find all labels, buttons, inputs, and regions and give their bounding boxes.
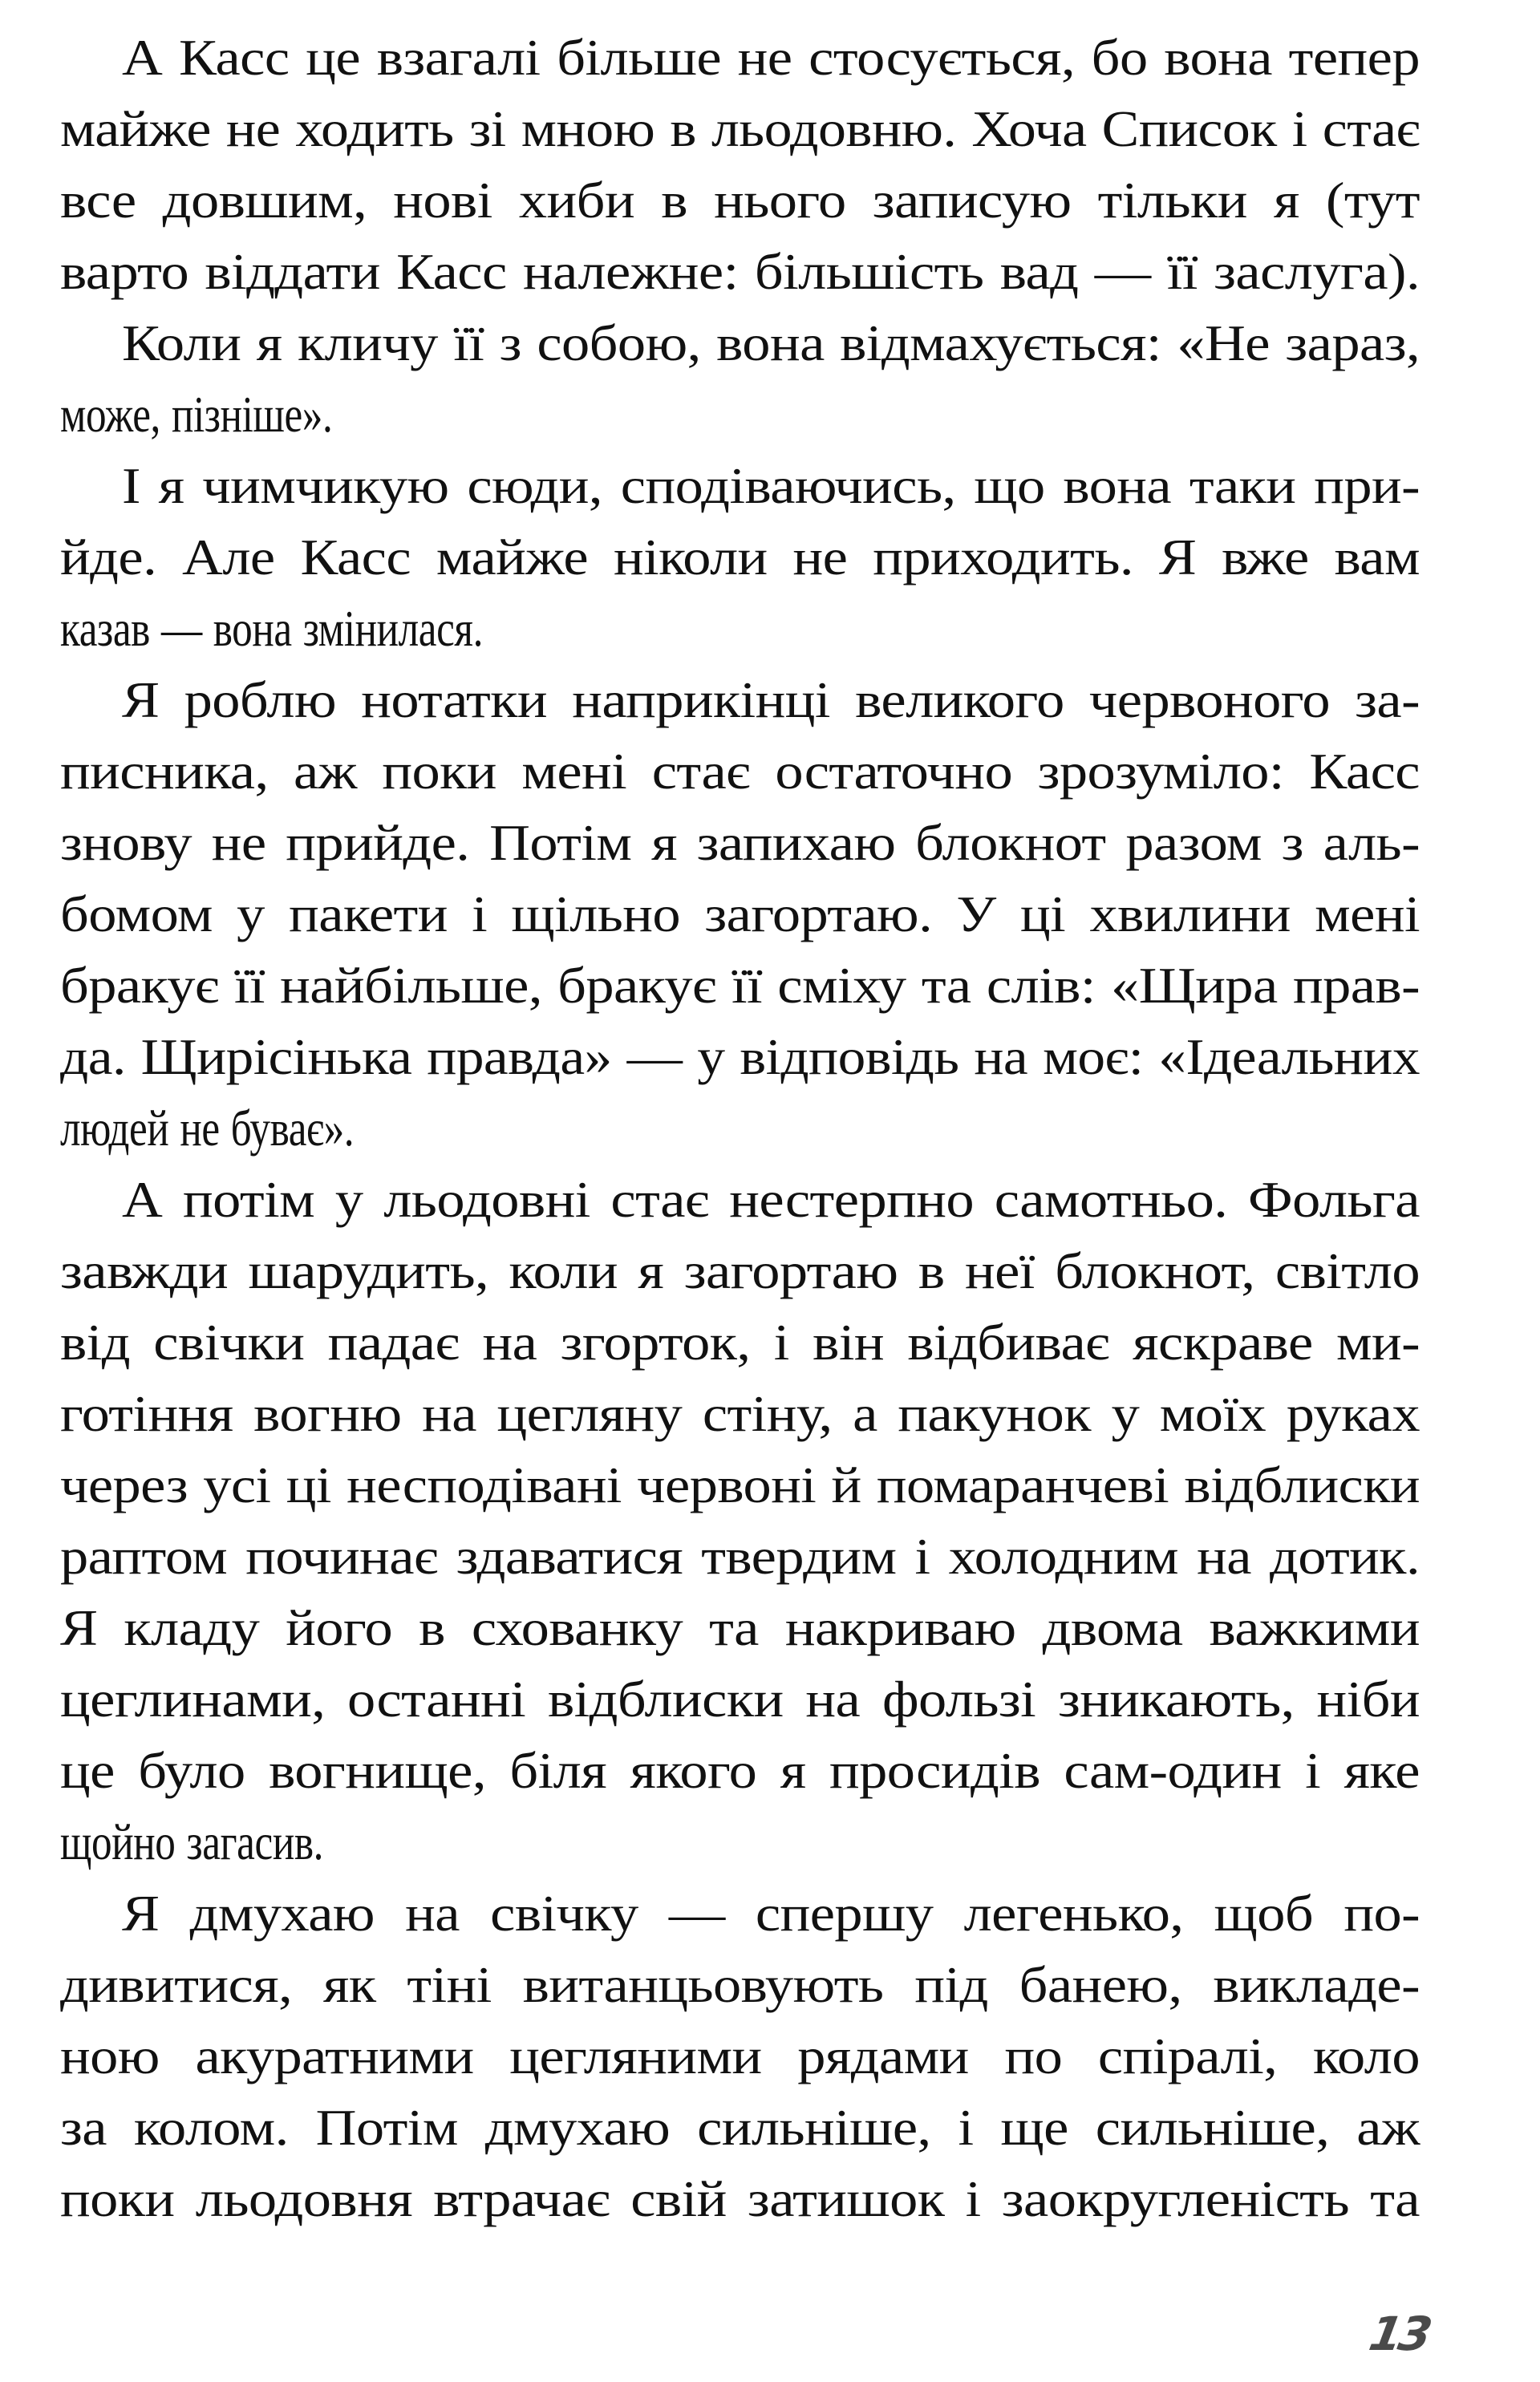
- text-line: [60, 2094, 1420, 2161]
- text-line: [60, 524, 1420, 591]
- text-line-content: І я чимчикую сюди, сподіваючись, що вона таки при-: [122, 457, 1420, 514]
- text-line: [60, 1809, 1420, 1876]
- text-line-content: Я кладу його в схованку та накриваю двома важкими: [60, 1599, 1420, 1656]
- text-line: [60, 1380, 1420, 1448]
- text-line: [60, 809, 1420, 877]
- text-line: [60, 1023, 1420, 1091]
- text-line: [122, 310, 1420, 377]
- text-line-content: людей не буває».: [60, 1100, 355, 1157]
- text-line: [60, 1666, 1420, 1733]
- text-line: [122, 1880, 1420, 1947]
- text-line-content: бомом у пакети і щільно загортаю. У ці хвилини мені: [60, 885, 1420, 942]
- text-line-content: через усі ці несподівані червоні й помаранчеві відблиски: [60, 1456, 1420, 1513]
- text-line-content: все довшим, нові хиби в нього записую тільки я (тут: [60, 172, 1420, 229]
- text-line: [60, 167, 1420, 234]
- text-line: [122, 1166, 1420, 1234]
- text-line-content: варто віддати Касс належне: більшість вад — її заслуга).: [60, 243, 1420, 300]
- text-line: [60, 1309, 1420, 1376]
- text-line: [60, 95, 1420, 163]
- text-line-content: може, пізніше».: [60, 386, 333, 443]
- text-line-content: майже не ходить зі мною в льодовню. Хоча Список і стає: [60, 100, 1420, 157]
- text-line: [60, 238, 1420, 306]
- text-line-content: А потім у льодовні стає нестерпно самотньо. Фольга: [122, 1171, 1420, 1228]
- text-line-content: ною акуратними цегляними рядами по спіралі, коло: [60, 2028, 1420, 2084]
- text-line: [60, 1095, 1420, 1162]
- text-line: [122, 24, 1420, 91]
- text-line: [60, 1238, 1420, 1305]
- text-line-content: цеглинами, останні відблиски на фользі зникають, ніби: [60, 1671, 1420, 1728]
- text-line-content: знову не прийде. Потім я запихаю блокнот разом з аль-: [60, 814, 1420, 871]
- text-line: [60, 595, 1420, 662]
- text-line: [60, 881, 1420, 948]
- text-line-content: писника, аж поки мені стає остаточно зрозуміло: Касс: [60, 743, 1420, 800]
- text-line-content: Я роблю нотатки наприкінці великого червоного за-: [122, 671, 1420, 728]
- text-line: [60, 2165, 1420, 2233]
- text-line: [60, 1594, 1420, 1662]
- text-line: [60, 2023, 1420, 2090]
- text-line: [60, 1737, 1420, 1805]
- text-line-content: Я дмухаю на свічку — спершу легенько, щоб по-: [122, 1885, 1420, 1942]
- text-line: [60, 952, 1420, 1019]
- text-line-content: щойно загасив.: [60, 1813, 323, 1870]
- text-line-content: це було вогнище, біля якого я просидів сам-один і яке: [60, 1742, 1420, 1799]
- text-line-content: дивитися, як тіні витанцьовують під банею, викладе-: [60, 1956, 1420, 2013]
- text-line-content: за колом. Потім дмухаю сильніше, і ще сильніше, аж: [60, 2099, 1420, 2156]
- text-line: [60, 381, 1420, 448]
- text-line: [122, 666, 1420, 734]
- page-number: 13: [1365, 2307, 1433, 2361]
- text-line: [122, 452, 1420, 520]
- text-line-content: поки льодовня втрачає свій затишок і заокругленість та: [60, 2170, 1420, 2227]
- text-line: [60, 1523, 1420, 1590]
- text-line-content: від свічки падає на згорток, і він відбиває яскраве ми-: [60, 1314, 1420, 1371]
- text-line: [60, 738, 1420, 805]
- text-line: [60, 1951, 1420, 2019]
- text-line-content: Коли я кличу її з собою, вона відмахується: «Не зараз,: [122, 314, 1420, 371]
- text-line-content: да. Щирісінька правда» — у відповідь на моє: «Ідеальних: [60, 1028, 1420, 1085]
- text-line-content: завжди шарудить, коли я загортаю в неї блокнот, світло: [60, 1242, 1420, 1299]
- text-line-content: раптом починає здаватися твердим і холодним на дотик.: [60, 1528, 1420, 1585]
- text-line-content: готіння вогню на цегляну стіну, а пакунок у моїх руках: [60, 1385, 1420, 1442]
- text-line-content: А Касс це взагалі більше не стосується, бо вона тепер: [122, 29, 1420, 86]
- text-line-content: казав — вона змінилася.: [60, 600, 483, 657]
- text-line: [60, 1452, 1420, 1519]
- text-line-content: бракує її найбільше, бракує її сміху та слів: «Щира прав-: [60, 957, 1420, 1014]
- text-line-content: йде. Але Касс майже ніколи не приходить. Я вже вам: [60, 529, 1420, 585]
